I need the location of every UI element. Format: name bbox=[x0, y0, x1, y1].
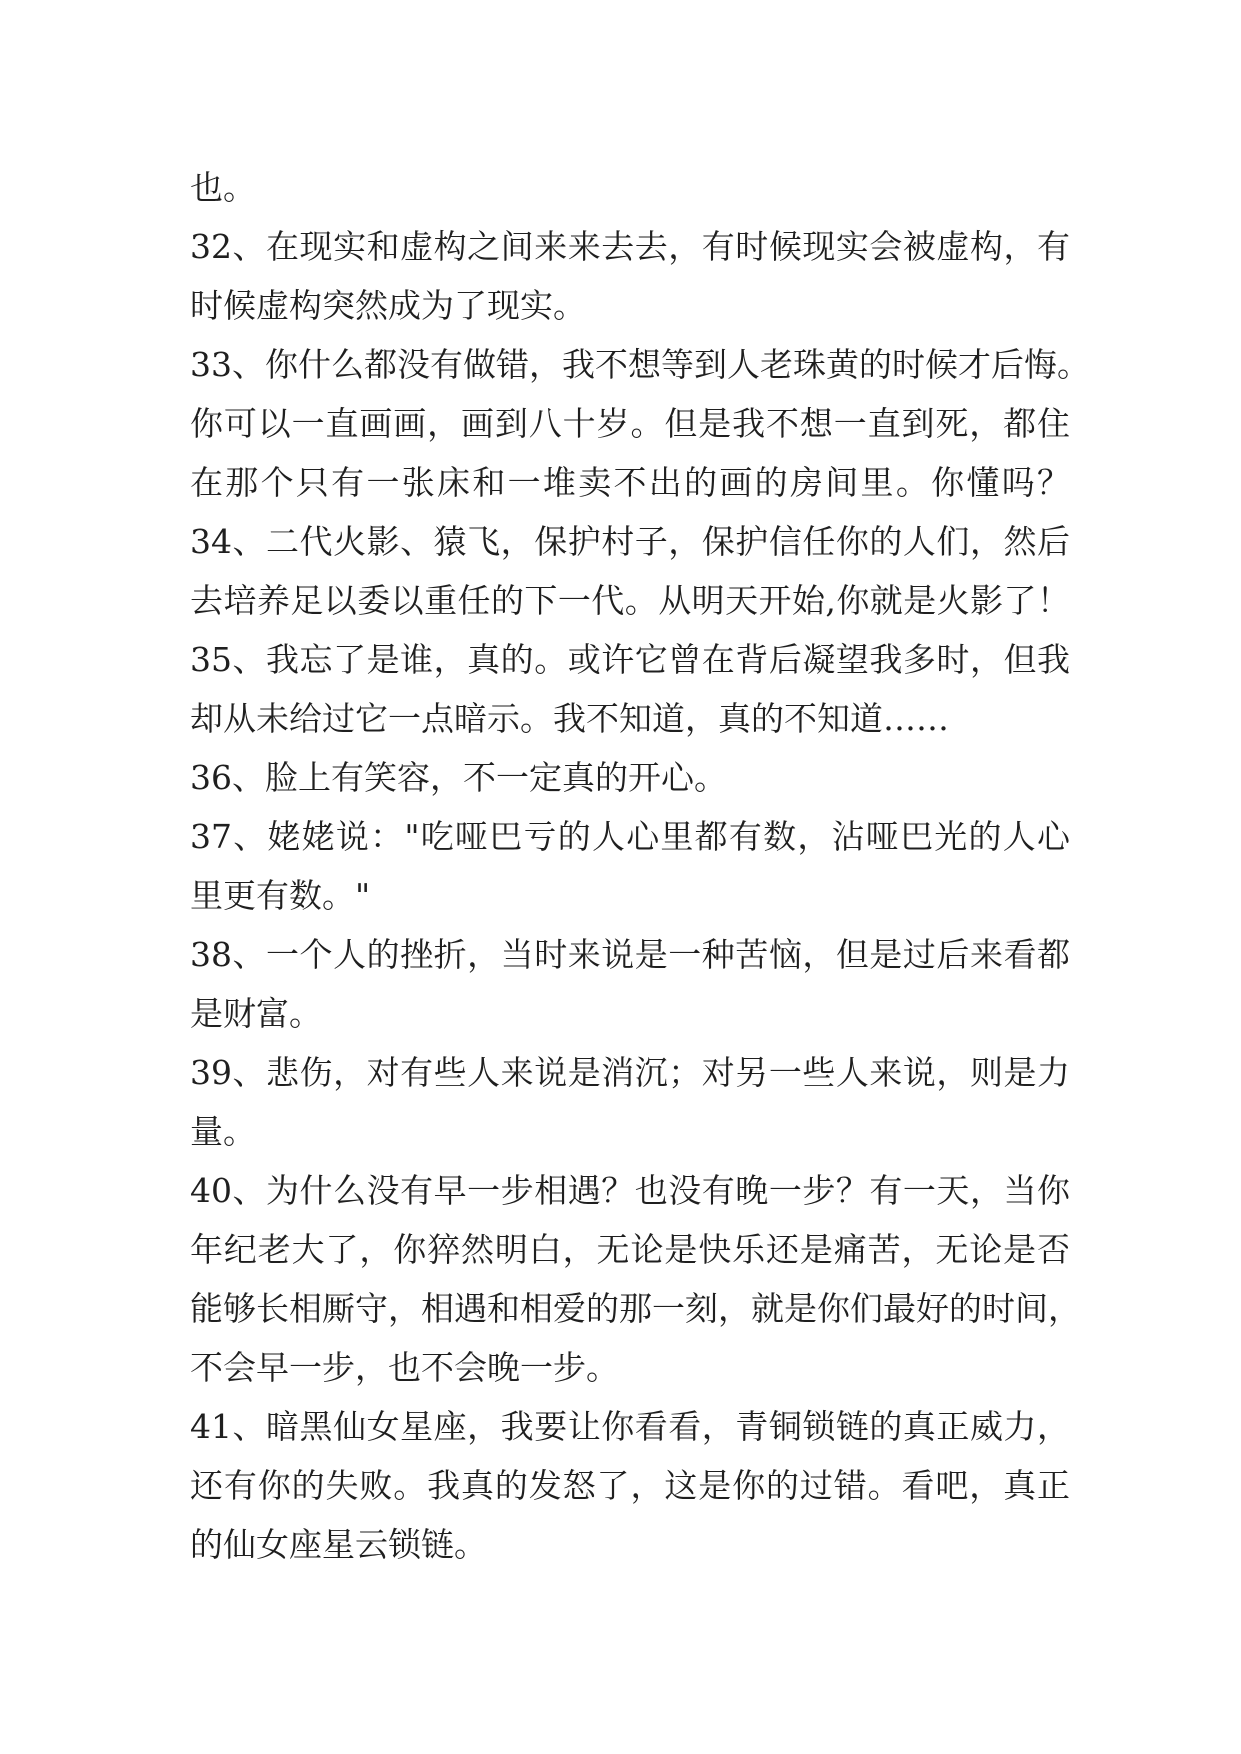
text-line: 35、我忘了是谁，真的。或许它曾在背后凝望我多时，但我 bbox=[190, 640, 1070, 679]
text-line: 36、脸上有笑容，不一定真的开心。 bbox=[190, 758, 727, 797]
document-body bbox=[190, 158, 1090, 1574]
text-line: 还有你的失败。我真的发怒了，这是你的过错。看吧，真正 bbox=[190, 1466, 1070, 1505]
text-line: 32、在现实和虚构之间来来去去，有时候现实会被虚构，有 bbox=[190, 227, 1070, 266]
text-line: 在那个只有一张床和一堆卖不出的画的房间里。你懂吗？ bbox=[190, 463, 1070, 502]
text-line: 时候虚构突然成为了现实。 bbox=[190, 286, 586, 325]
text-line: 33、你什么都没有做错，我不想等到人老珠黄的时候才后悔。 bbox=[190, 345, 1090, 384]
text-line: 40、为什么没有早一步相遇？也没有晚一步？有一天，当你 bbox=[190, 1171, 1070, 1210]
text-line: 34、二代火影、猿飞，保护村子，保护信任你的人们，然后 bbox=[190, 522, 1070, 561]
text-line: 39、悲伤，对有些人来说是消沉；对另一些人来说，则是力 bbox=[190, 1053, 1070, 1092]
text-line: 去培养足以委以重任的下一代。从明天开始,你就是火影了！ bbox=[190, 581, 1070, 620]
text-line: 里更有数。" bbox=[190, 876, 371, 915]
text-line: 量。 bbox=[190, 1112, 256, 1151]
text-line: 不会早一步，也不会晚一步。 bbox=[190, 1348, 619, 1387]
text-line: 却从未给过它一点暗示。我不知道，真的不知道…… bbox=[190, 699, 949, 738]
text-line: 是财富。 bbox=[190, 994, 322, 1033]
text-line: 能够长相厮守，相遇和相爱的那一刻，就是你们最好的时间， bbox=[190, 1289, 1081, 1328]
text-line: 你可以一直画画，画到八十岁。但是我不想一直到死，都住 bbox=[190, 404, 1070, 443]
text-line: 也。 bbox=[190, 168, 256, 207]
text-line: 37、姥姥说："吃哑巴亏的人心里都有数，沾哑巴光的人心 bbox=[190, 817, 1070, 856]
text-line: 的仙女座星云锁链。 bbox=[190, 1525, 487, 1564]
text-line: 年纪老大了，你猝然明白，无论是快乐还是痛苦，无论是否 bbox=[190, 1230, 1070, 1269]
text-line: 41、暗黑仙女星座，我要让你看看，青铜锁链的真正威力， bbox=[190, 1407, 1070, 1446]
text-line: 38、一个人的挫折，当时来说是一种苦恼，但是过后来看都 bbox=[190, 935, 1070, 974]
